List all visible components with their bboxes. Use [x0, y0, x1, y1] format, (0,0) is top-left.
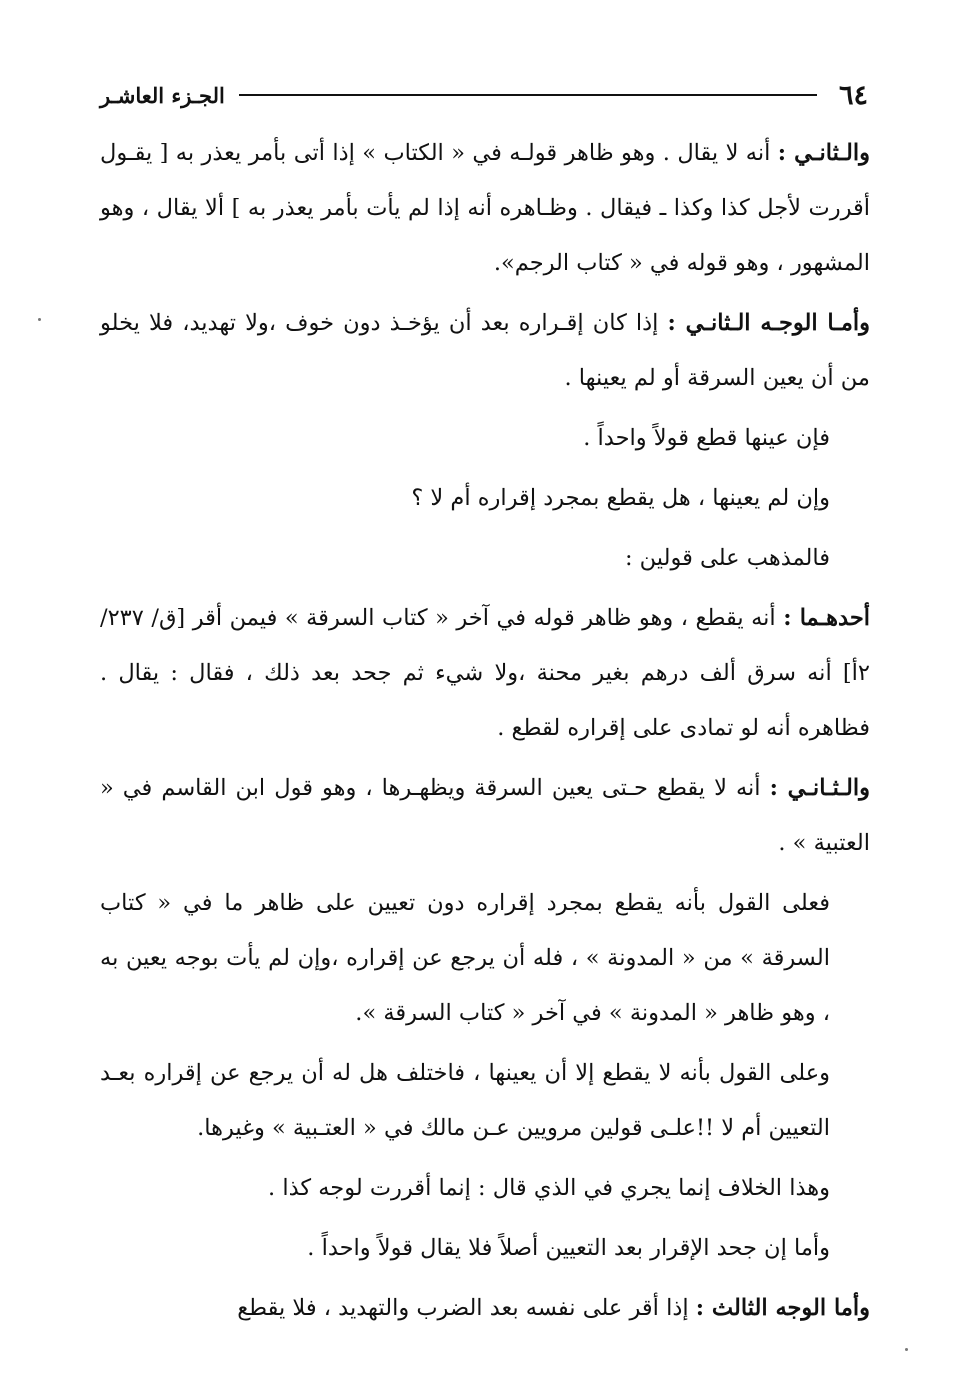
- paragraph-text: وعلى القول بأنه لا يقطع إلا أن يعينها ، فاختلف هل له أن يرجع عن إقراره بعـد التعيين أم لا !!علـى قولين مرويين عـن مالك في « العتـبية » وغيرها.: [100, 1060, 830, 1141]
- paragraph-lead: والـثـانـي :: [769, 775, 870, 801]
- paragraph-lead: وأما الوجه الثالث :: [695, 1295, 870, 1321]
- paragraph-if-not-specified: [100, 471, 870, 526]
- header-rule: [239, 94, 817, 96]
- page-header: [100, 70, 870, 120]
- paragraph-text: وإن لم يعينها ، هل يقطع بمجرد إقراره أم لا ؟: [411, 485, 830, 511]
- paragraph-text: أنه لا يقطع حـتى يعين السرقة ويظهـرها ، وهو قول ابن القاسم في « العتبية » .: [100, 775, 870, 856]
- paragraph-lead: أحدهـما :: [783, 605, 870, 631]
- running-title: الجـزء العاشـر: [100, 82, 225, 108]
- paragraph-text: فالمذهب على قولين :: [624, 545, 830, 571]
- paragraph-text: إذا أقر على نفسه بعد الضرب والتهديد ، فلا يقطع: [237, 1295, 696, 1321]
- paragraph-first-opinion: [100, 591, 870, 756]
- paragraph-second-opinion: [100, 126, 870, 291]
- paragraph-text: فإن عينها قطع قولاً واحداً .: [583, 425, 830, 451]
- paragraph-text: فعلى القول بأنه يقطع بمجرد إقراره دون تعيين على ظاهر ما في « كتاب السرقة » من « المدونة » ، فله أن يرجع عن إقراره ،وإن لم يأت بوجه يعين به ، وهو ظاهر « المدونة » في آخر « كتاب السرقة ».: [100, 890, 830, 1026]
- paragraph-text: وهذا الخلاف إنما يجري في الذي قال : إنما أقررت لوجه كذا .: [268, 1175, 830, 1201]
- document-page: [100, 70, 870, 1341]
- paragraph-lead: والـثانـي :: [777, 140, 870, 166]
- paragraph-third-aspect: [100, 1281, 870, 1336]
- scan-speck: [38, 318, 41, 321]
- paragraph-text: أنه يقطع ، وهو ظاهر قوله في آخر « كتاب السرقة » فيمن أقر [ق/ ٢٣٧/ ٢أ] أنه سرق ألف درهم بغير محنة ،ولا شيء ثم جحد بعد ذلك ، فقال : يقال . فظاهره أنه لو تمادى على إقراره لقطع .: [100, 605, 870, 741]
- paragraph-text: وأما إن جحد الإقرار بعد التعيين أصلاً فلا يقال قولاً واحداً .: [307, 1235, 830, 1261]
- paragraph-disagreement: [100, 1161, 870, 1216]
- paragraph-if-specified: [100, 411, 870, 466]
- paragraph-two-opinions: [100, 531, 870, 586]
- paragraph-text: إذا كان إقـراره بعد أن يؤخـذ دون خوف ،ولا تهديد، فلا يخلو من أن يعين السرقة أو لم يعينها .: [100, 310, 870, 391]
- paragraph-on-first-view: [100, 876, 870, 1041]
- paragraph-second-aspect: [100, 296, 870, 406]
- page-number: ٦٤: [838, 79, 868, 111]
- paragraph-on-second-view: [100, 1046, 870, 1156]
- body-text: [100, 126, 870, 1336]
- paragraph-second-opinion-b: [100, 761, 870, 871]
- paragraph-lead: وأمـا الوجـه الـثانـي :: [667, 310, 871, 336]
- scan-speck: [905, 1348, 908, 1351]
- paragraph-text: أنه لا يقال . وهو ظاهر قولـه في « الكتاب » إذا أتى بأمر يعذر به [ يقـول أقررت لأجل كذا وكذا ـ فيقال . وظـاهره أنه إذا لم يأت بأمر يعذر به ] ألا يقال ، وهو المشهور ، وهو قوله في « كتاب الرجم».: [100, 140, 870, 276]
- paragraph-denial: [100, 1221, 870, 1276]
